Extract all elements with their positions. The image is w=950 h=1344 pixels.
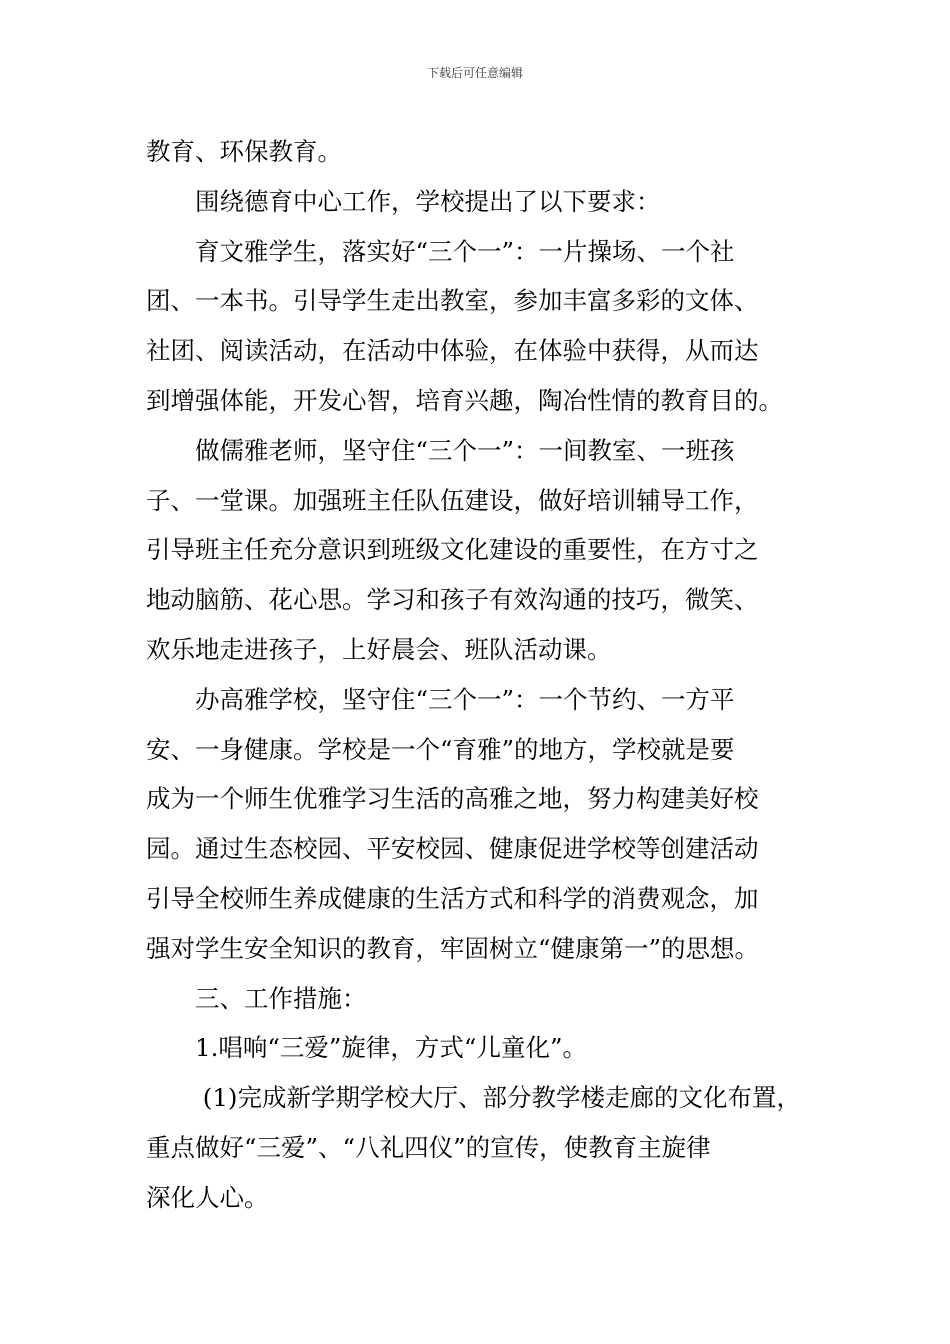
text-line: 引导全校师生养成健康的生活方式和科学的消费观念，加 [146,883,759,913]
document-body [146,127,826,1223]
text-line: 地动脑筋、花心思。学习和孩子有效沟通的技巧，微笑、 [146,585,759,615]
text-line: 园。通过生态校园、平安校园、健康促进学校等创建活动 [146,834,759,864]
text-line: 到增强体能，开发心智，培育兴趣，陶冶性情的教育目的。 [146,385,783,415]
text-line: 办高雅学校，坚守住“三个一”：一个节约、一方平 [146,684,735,714]
text-line: 成为一个师生优雅学习生活的高雅之地，努力构建美好校 [146,784,759,814]
text-line: 育文雅学生，落实好“三个一”：一片操场、一个社 [146,236,735,266]
text-line: 深化人心。 [146,1182,269,1212]
text-line: 教育、环保教育。 [146,137,342,166]
page-header: 下载后可任意编辑 [426,66,523,80]
text-line: 重点做好“三爱”、“八礼四仪”的宣传，使教育主旋律 [146,1132,711,1162]
text-line: 安、一身健康。学校是一个“育雅”的地方，学校就是要 [146,734,735,764]
text-line: 欢乐地走进孩子，上好晨会、班队活动课。 [146,634,612,664]
text-line: 做儒雅老师，坚守住“三个一”：一间教室、一班孩 [146,435,735,465]
text-line: 引导班主任充分意识到班级文化建设的重要性，在方寸之 [146,535,759,565]
text-line: 团、一本书。引导学生走出教室，参加丰富多彩的文体、 [146,286,759,316]
text-line: 强对学生安全知识的教育，牢固树立“健康第一”的思想。 [146,933,760,963]
text-line: (1)完成新学期学校大厅、部分教学楼走廊的文化布置， [146,1083,801,1113]
text-line: 围绕德育中心工作，学校提出了以下要求： [146,186,661,216]
text-line: 1.唱响“三爱”旋律，方式“儿童化”。 [146,1033,587,1063]
text-line: 三、工作措施： [146,983,367,1013]
text-line: 子、一堂课。加强班主任队伍建设，做好培训辅导工作， [146,485,759,515]
text-line: 社团、阅读活动，在活动中体验，在体验中获得，从而达 [146,336,759,366]
